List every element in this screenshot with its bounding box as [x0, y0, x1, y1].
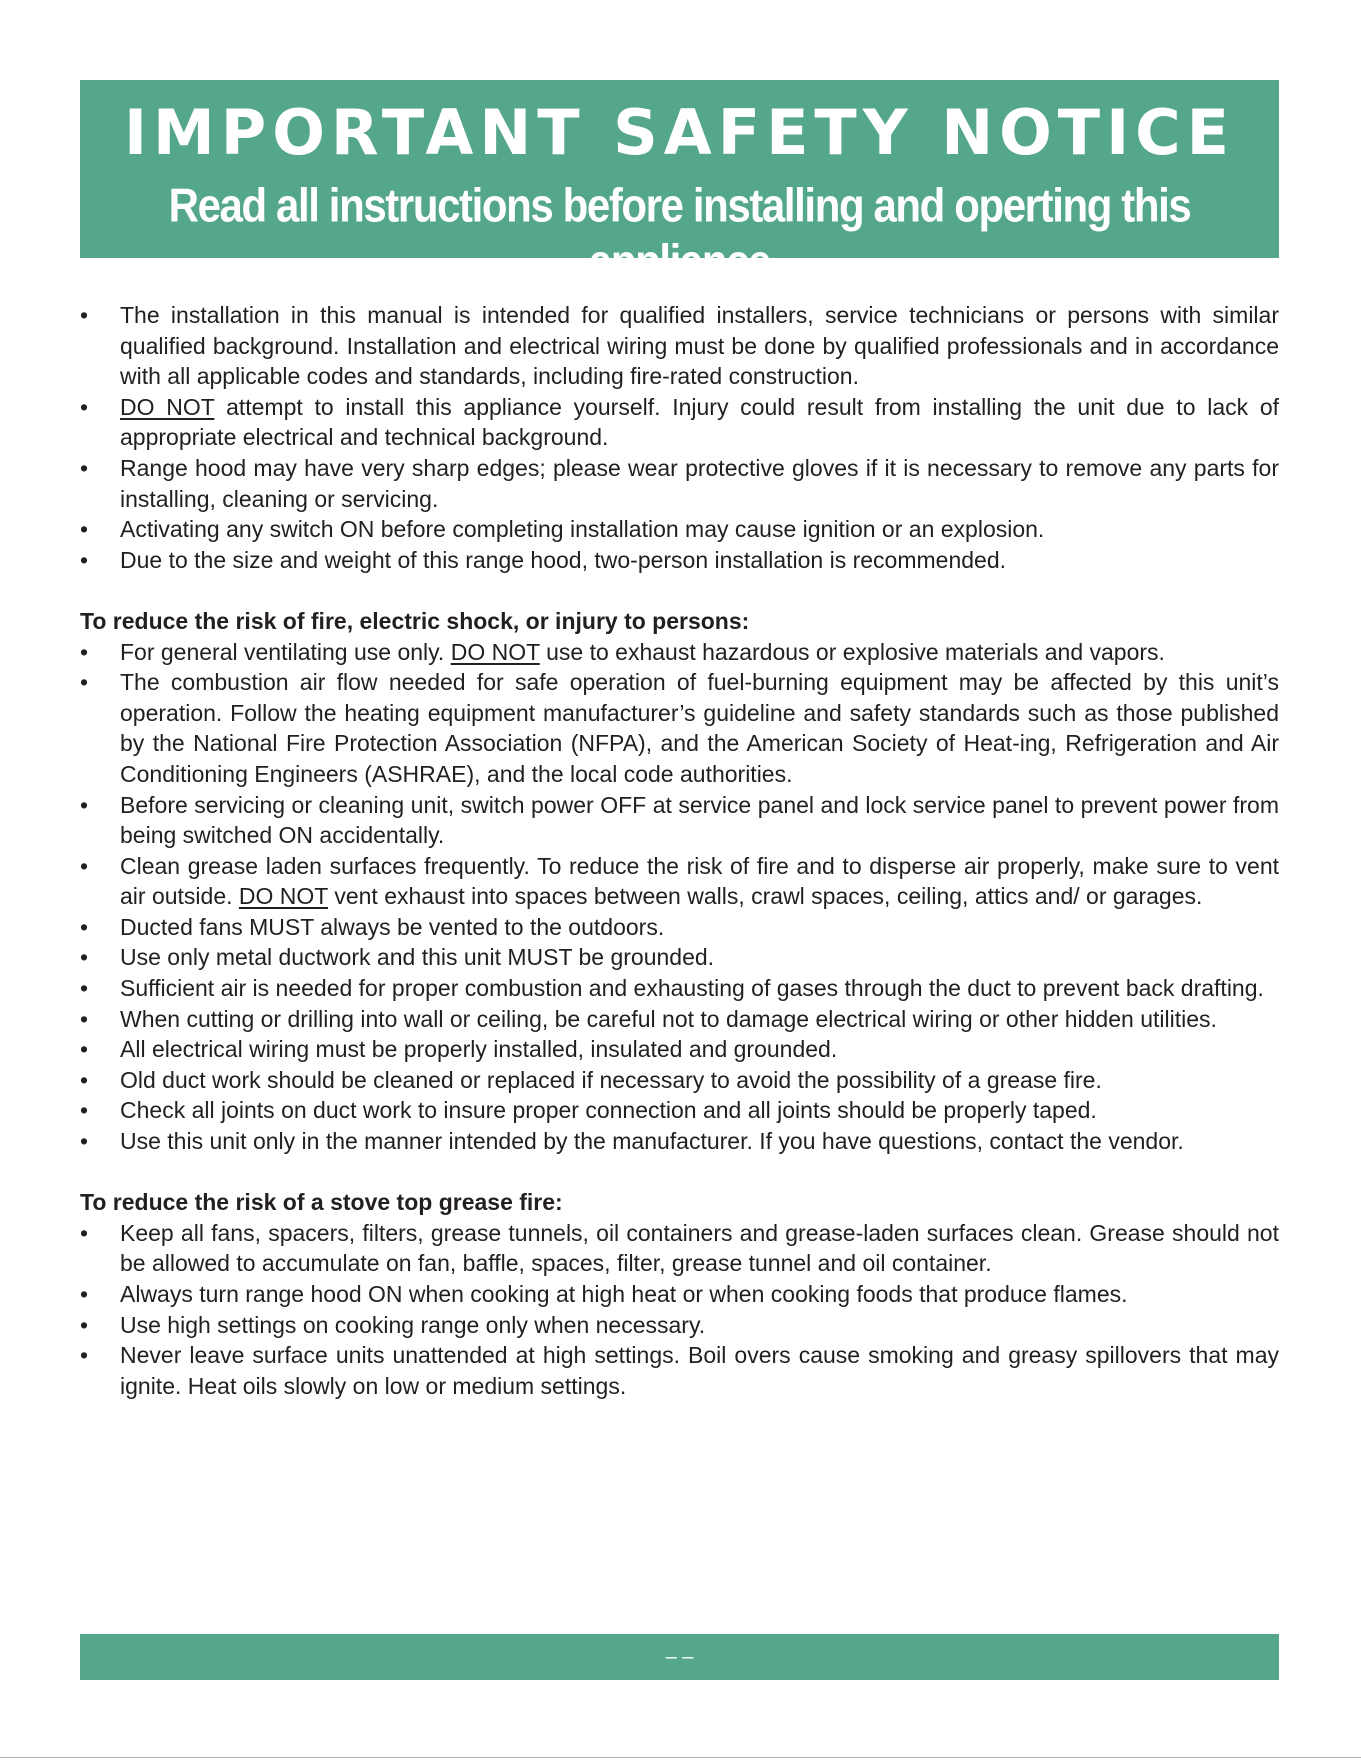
list-item-text: The combustion air flow needed for safe operation of fuel-burning equipment may be affected by this unit’s operation. Follow the heating equipment manufacturer’s guideline and safety standards such as those published by the National Fire Protection Association (NFPA), and the American Society of Heat-ing, Refrigeration and Air Conditioning Engineers (ASHRAE), and the local code authorities. [120, 669, 1279, 787]
list-item-text: Before servicing or cleaning unit, switch power OFF at service panel and lock service panel to prevent power from being switched ON accidentally. [120, 791, 1279, 849]
list-item-text: The installation in this manual is intended for qualified installers, service technicians or persons with similar qualified background. Installation and electrical wiring must be done by qualified professionals and in accordance with all applicable codes and standards, including fire-rated construction. [120, 302, 1279, 390]
list-item [80, 1218, 1279, 1279]
list-item-text: Range hood may have very sharp edges; please wear protective gloves if it is necessary to remove any parts for installing, cleaning or servicing. [120, 454, 1279, 512]
list-item-text: attempt to install this appliance yourself. Injury could result from installing the unit due to lack of appropriate electrical and technical background. [120, 393, 1279, 451]
emphasis-do-not: DO NOT [450, 638, 540, 665]
list-item [80, 667, 1279, 789]
list-item [80, 942, 1279, 973]
list-item [80, 545, 1279, 576]
list-item [80, 851, 1279, 912]
fire-shock-list [80, 637, 1279, 1157]
section-heading-fire-shock: To reduce the risk of fire, electric shock, or injury to persons: [80, 607, 750, 634]
list-item [80, 1004, 1279, 1035]
list-item-text: Ducted fans MUST always be vented to the outdoors. [120, 913, 665, 940]
list-item [80, 1126, 1279, 1157]
list-item [80, 973, 1279, 1004]
list-item [80, 514, 1279, 545]
header-banner [80, 80, 1279, 289]
list-item [80, 637, 1279, 668]
list-item-text: Use only metal ductwork and this unit MUST be grounded. [120, 944, 715, 971]
list-item [80, 300, 1279, 392]
list-item-text: Use high settings on cooking range only when necessary. [120, 1311, 706, 1338]
section-heading-grease-fire: To reduce the risk of a stove top grease fire: [80, 1189, 563, 1216]
list-item [80, 392, 1279, 453]
footer-bar [80, 1634, 1279, 1680]
intro-list [80, 300, 1279, 575]
page-bottom-rule [0, 1757, 1361, 1758]
list-item-text: Old duct work should be cleaned or replaced if necessary to avoid the possibility of a grease fire. [120, 1066, 1102, 1093]
list-item-text: Use this unit only in the manner intended by the manufacturer. If you have questions, contact the vendor. [120, 1128, 1184, 1155]
grease-fire-list [80, 1218, 1279, 1402]
list-item [80, 1279, 1279, 1310]
list-item-text: Activating any switch ON before completing installation may cause ignition or an explosion. [120, 516, 1045, 543]
page-number: – – [665, 1646, 694, 1668]
emphasis-do-not: DO NOT [120, 393, 215, 420]
page-title: IMPORTANT SAFETY NOTICE [123, 96, 1236, 169]
list-item [80, 1034, 1279, 1065]
list-item [80, 1340, 1279, 1401]
list-item-text: vent exhaust into spaces between walls, crawl spaces, ceiling, attics and/ or garages. [327, 883, 1203, 910]
list-item [80, 1065, 1279, 1096]
list-item-text: For general ventilating use only. [120, 638, 451, 665]
page-subtitle: Read all instructions before installing and operting this appliance [168, 179, 1191, 289]
list-item-text: Always turn range hood ON when cooking at high heat or when cooking foods that produce flames. [120, 1281, 1128, 1307]
list-item-text: Due to the size and weight of this range hood, two-person installation is recommended. [120, 546, 1007, 573]
list-item [80, 1095, 1279, 1126]
list-item [80, 912, 1279, 943]
list-item-text: Never leave surface units unattended at high settings. Boil overs cause smoking and greasy spillovers that may ignite. Heat oils slowly on low or medium settings. [120, 1342, 1279, 1399]
list-item-text: All electrical wiring must be properly installed, insulated and grounded. [120, 1036, 838, 1063]
list-item-text: When cutting or drilling into wall or ceiling, be careful not to damage electrical wiring or other hidden utilities. [120, 1005, 1217, 1032]
notice-body [80, 300, 1279, 1401]
list-item-text: Keep all fans, spacers, filters, grease tunnels, oil containers and grease-laden surfaces clean. Grease should not be allowed to accumulate on fan, baffle, spaces, filter, grease tunnel and oil container. [120, 1219, 1279, 1277]
emphasis-do-not: DO NOT [238, 883, 328, 910]
list-item-text: Sufficient air is needed for proper combustion and exhausting of gases through the duct to prevent back drafting. [120, 975, 1264, 1002]
list-item-text: Check all joints on duct work to insure proper connection and all joints should be properly taped. [120, 1097, 1097, 1124]
list-item-text: use to exhaust hazardous or explosive materials and vapors. [539, 638, 1165, 665]
list-item [80, 453, 1279, 514]
list-item [80, 790, 1279, 851]
list-item [80, 1310, 1279, 1341]
list-item-text: Clean grease laden surfaces frequently. To reduce the risk of fire and to disperse air properly, make sure to vent air outside. [120, 852, 1279, 910]
